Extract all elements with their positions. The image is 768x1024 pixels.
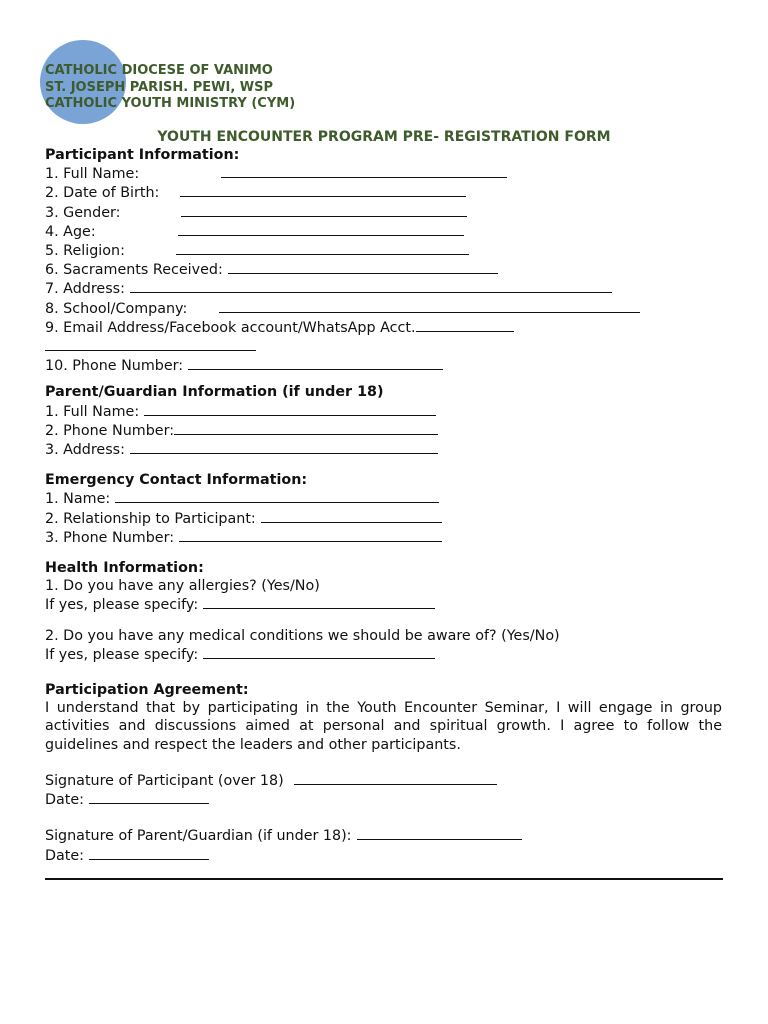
allergies-blank[interactable] [203, 595, 435, 609]
guardian-phone-blank[interactable] [174, 421, 438, 435]
letterhead [45, 63, 295, 113]
field-label: 3. Address: [45, 442, 125, 459]
participant-full-name-row [45, 164, 722, 183]
sacraments-blank[interactable] [228, 260, 498, 274]
field-label: 10. Phone Number: [45, 358, 184, 375]
form-body [45, 146, 722, 865]
participant-email-row [45, 318, 722, 337]
field-label: 1. Name: [45, 491, 111, 508]
parish-name: ST. JOSEPH PARISH. PEWI, WSP [45, 79, 274, 95]
field-label: 2. Date of Birth: [45, 185, 160, 202]
guardian-address-row [45, 440, 722, 459]
emergency-name-blank[interactable] [115, 489, 439, 503]
participant-school-row [45, 299, 722, 318]
allergies-specify-row [45, 595, 722, 614]
health-heading: Health Information: [45, 560, 204, 577]
participant-date-blank[interactable] [89, 790, 209, 804]
field-label: 1. Full Name: [45, 403, 140, 420]
allergies-question: 1. Do you have any allergies? (Yes/No) [45, 578, 320, 595]
bottom-rule [45, 878, 723, 880]
email-blank-continued[interactable] [45, 337, 256, 351]
medical-blank[interactable] [203, 645, 435, 659]
field-label: Signature of Parent/Guardian (if under 18): [45, 828, 352, 845]
full-name-blank[interactable] [221, 164, 507, 178]
agreement-text: I understand that by participating in the Youth Encounter Seminar, I will engage in group activities and discussions aimed at personal and spiritual growth. I agree to follow the guidelines and respect the leaders and other participants. [45, 700, 722, 753]
address-blank[interactable] [130, 279, 612, 293]
emergency-relationship-row [45, 509, 722, 528]
participant-gender-row [45, 203, 722, 222]
emergency-phone-row [45, 528, 722, 547]
diocese-name: CATHOLIC DIOCESE OF VANIMO [45, 63, 273, 78]
participant-age-row [45, 222, 722, 241]
email-blank[interactable] [416, 318, 514, 332]
guardian-name-blank[interactable] [144, 402, 436, 416]
field-label: 2. Relationship to Participant: [45, 510, 256, 527]
participant-date-row [45, 790, 722, 809]
guardian-date-row [45, 846, 722, 865]
field-label: 3. Phone Number: [45, 529, 175, 546]
age-blank[interactable] [178, 222, 464, 236]
relationship-blank[interactable] [261, 509, 442, 523]
emergency-heading: Emergency Contact Information: [45, 472, 308, 489]
dob-blank[interactable] [180, 183, 466, 197]
participant-address-row [45, 279, 722, 298]
ministry-name: CATHOLIC YOUTH MINISTRY (CYM) [45, 96, 296, 111]
emergency-name-row [45, 489, 722, 508]
medical-specify-row [45, 645, 722, 664]
field-label: If yes, please specify: [45, 597, 199, 614]
guardian-phone-row [45, 421, 722, 440]
participant-phone-row [45, 356, 722, 375]
field-label: Signature of Participant (over 18) [45, 772, 284, 789]
field-label: If yes, please specify: [45, 646, 199, 663]
field-label: Date: [45, 847, 84, 864]
field-label: 7. Address: [45, 281, 125, 298]
participant-signature-blank[interactable] [294, 771, 497, 785]
field-label: 5. Religion: [45, 243, 125, 260]
field-label: Date: [45, 792, 84, 809]
guardian-signature-blank[interactable] [357, 826, 522, 840]
agreement-heading: Participation Agreement: [45, 682, 249, 699]
guardian-signature-row [45, 826, 722, 845]
guardian-address-blank[interactable] [130, 440, 438, 454]
field-label: 3. Gender: [45, 204, 121, 221]
phone-blank[interactable] [188, 356, 443, 370]
form-title: YOUTH ENCOUNTER PROGRAM PRE- REGISTRATION FORM [157, 129, 611, 145]
field-label: 9. Email Address/Facebook account/WhatsApp Acct. [45, 319, 416, 336]
participant-email-row-continued [45, 337, 722, 356]
field-label: 6. Sacraments Received: [45, 262, 223, 279]
guardian-heading: Parent/Guardian Information (if under 18) [45, 384, 384, 401]
guardian-full-name-row [45, 402, 722, 421]
participant-dob-row [45, 183, 722, 202]
participant-sacraments-row [45, 260, 722, 279]
field-label: 8. School/Company: [45, 300, 188, 317]
gender-blank[interactable] [181, 203, 467, 217]
field-label: 4. Age: [45, 223, 96, 240]
participant-religion-row [45, 241, 722, 260]
religion-blank[interactable] [176, 241, 469, 255]
field-label: 1. Full Name: [45, 166, 140, 183]
field-label: 2. Phone Number: [45, 422, 175, 439]
guardian-date-blank[interactable] [89, 846, 209, 860]
medical-question: 2. Do you have any medical conditions we should be aware of? (Yes/No) [45, 627, 560, 644]
participant-signature-row [45, 771, 722, 790]
emergency-phone-blank[interactable] [179, 528, 442, 542]
participant-heading: Participant Information: [45, 147, 240, 163]
school-blank[interactable] [219, 299, 640, 313]
